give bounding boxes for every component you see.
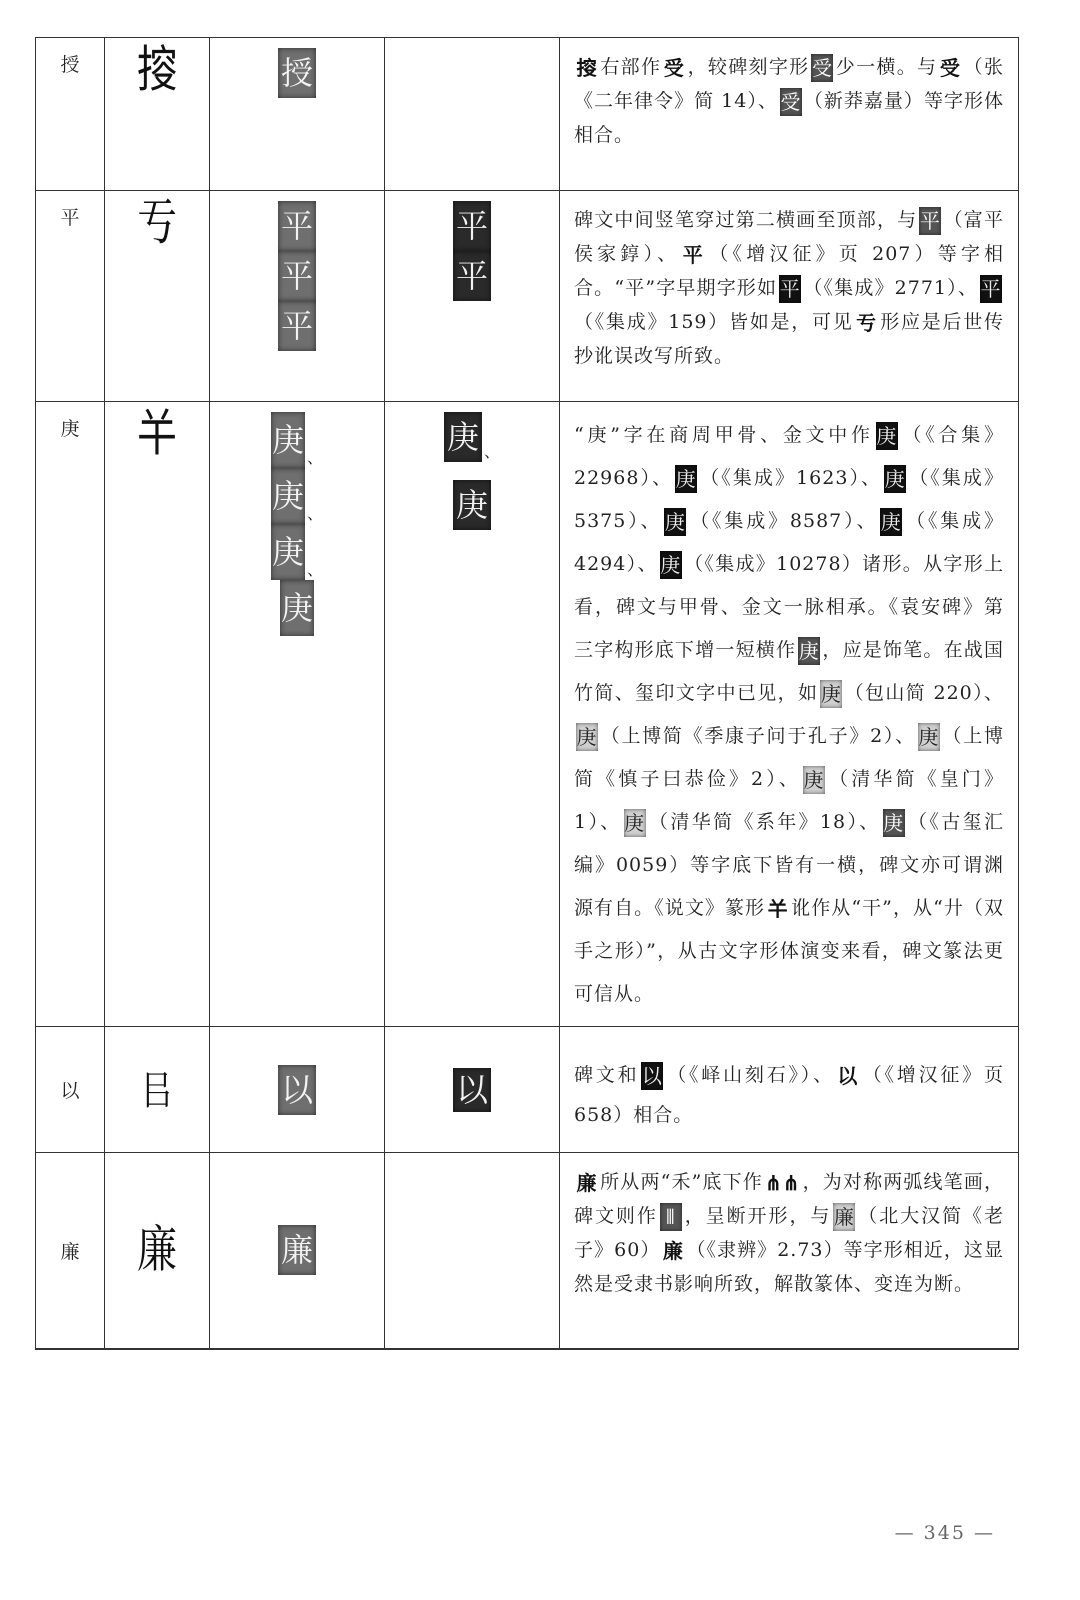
stele-rubbing-cell [210, 38, 385, 191]
note-segment: （《隶辨》2.73）等字形相近，这显然是受隶书影响所致，解散篆体、变连为断。 [574, 1239, 1004, 1295]
glyph-image: ⋔⋔ [764, 1171, 801, 1195]
rubbing-image: 以 [278, 1065, 316, 1115]
rubbing-image: 平 [453, 201, 491, 251]
seal-glyph-cell [105, 1027, 210, 1153]
comparison-rubbing-cell [385, 1027, 560, 1153]
note-segment: （《集成》159）皆如是，可见 [574, 311, 854, 333]
glyph-image: 庚 [675, 467, 697, 491]
note-text [560, 1027, 1019, 1153]
head-character: 平 [36, 191, 105, 402]
glyph-image: 平 [779, 277, 801, 301]
stele-rubbing-cell [210, 191, 385, 402]
glyph-image: 廉 [833, 1205, 855, 1229]
note-segment: “庚”字在商周甲骨、金文中作 [574, 424, 874, 446]
glyph-image: 庚 [664, 510, 686, 534]
table-row [36, 38, 1019, 191]
glyph-image: 廉 [662, 1239, 684, 1263]
rubbing-image: 平 [278, 301, 316, 351]
comparison-rubbing-cell [385, 191, 560, 402]
glyph-image: 平 [980, 277, 1002, 301]
glyph-image: 庚 [820, 682, 842, 706]
rubbing-image: 庚 [271, 412, 305, 468]
separator: 、 [306, 448, 323, 467]
note-segment: 右部作 [600, 56, 662, 78]
seal-glyph: 㠯 [140, 1065, 173, 1114]
note-segment: （包山简 220）、 [844, 682, 1004, 704]
stele-rubbing-cell [210, 1153, 385, 1349]
note-segment: 形应是后世传抄讹误改写所致。 [574, 311, 1004, 367]
rubbing-image: 以 [453, 1068, 491, 1112]
rubbing-image: 庚 [453, 480, 491, 530]
note-segment: ，呈断开形，与 [683, 1205, 832, 1227]
note-segment: 讹作从“干”，从“廾（双手之形）”，从古文字形体演变来看，碑文篆法更可信从。 [574, 897, 1004, 1005]
note-text [560, 38, 1019, 191]
seal-glyph-cell [105, 1153, 210, 1349]
stele-rubbing-cell [210, 1027, 385, 1153]
table-row [36, 1153, 1019, 1349]
seal-glyph: 𢆉 [137, 405, 177, 463]
note-segment: （上博简《季康子问于孔子》2）、 [600, 725, 916, 747]
rubbing-image: 授 [278, 48, 316, 98]
seal-glyph: 亐 [137, 194, 177, 252]
note-segment: （张《二年律令》简 14）、 [574, 56, 1004, 112]
rubbing-image: 平 [278, 251, 316, 301]
glyph-image: 平 [919, 209, 941, 233]
note-segment: （上博简《慎子曰恭俭》2）、 [574, 725, 1004, 790]
glyph-image: ⦀ [660, 1203, 682, 1231]
note-segment: ，较碑刻字形 [687, 56, 810, 78]
note-segment: （《集成》4294）、 [574, 510, 1004, 575]
head-character: 廉 [36, 1153, 105, 1349]
glyph-image: 庚 [918, 725, 940, 749]
seal-glyph: 𢯱 [137, 41, 177, 99]
note-segment: 所从两“禾”底下作 [600, 1171, 763, 1193]
glyph-image: 平 [682, 243, 704, 267]
seal-glyph-cell [105, 38, 210, 191]
glyph-image: 庚 [624, 811, 646, 835]
note-segment: （富平侯家錞）、 [574, 209, 1004, 265]
note-segment: 碑文中间竖笔穿过第二横画至顶部，与 [574, 209, 918, 231]
rubbing-image: 廉 [278, 1225, 316, 1275]
seal-glyph-cell [105, 191, 210, 402]
separator: 、 [306, 504, 323, 523]
glyph-image: 受 [939, 56, 961, 80]
note-segment: ，为对称两弧线笔画，碑文则作 [574, 1171, 1004, 1227]
note-segment: （清华简《皇门》1）、 [574, 768, 1004, 833]
head-character: 授 [36, 38, 105, 191]
rubbing-image: 平 [453, 251, 491, 301]
note-segment: （北大汉简《老子》60） [574, 1205, 1004, 1261]
glyph-image: 以 [837, 1064, 859, 1088]
table-row [36, 402, 1019, 1027]
glyph-image: 受 [780, 90, 802, 114]
note-segment: （《集成》1623）、 [699, 467, 883, 489]
note-segment: （《古玺汇编》0059）等字底下皆有一横，碑文亦可谓渊源有自。《说文》篆形 [574, 811, 1004, 919]
table-row [36, 191, 1019, 402]
note-segment: （《增汉征》页 658）相合。 [574, 1064, 1004, 1126]
separator: 、 [306, 560, 323, 579]
seal-glyph-cell [105, 402, 210, 1027]
glyph-image: 庚 [576, 725, 598, 749]
separator: 、 [483, 442, 500, 461]
note-segment: （清华简《系年》18）、 [647, 811, 881, 833]
seal-glyph: 廉 [137, 1221, 177, 1279]
note-segment: （《集成》2771）、 [803, 277, 978, 299]
glyph-image: 亐 [855, 311, 877, 335]
note-segment: 少一横。与 [835, 56, 938, 78]
glyph-image: 廉 [576, 1171, 598, 1195]
glyph-image: 以 [641, 1064, 663, 1088]
note-segment: （《增汉征》页 207）等字相合。“平”字早期字形如 [574, 243, 1004, 299]
glyph-image: 受 [811, 56, 833, 80]
stele-rubbing-cell [210, 402, 385, 1027]
note-segment: （《合集》22968）、 [574, 424, 1004, 489]
table-row [36, 1027, 1019, 1153]
head-character: 以 [36, 1027, 105, 1153]
character-comparison-table [35, 37, 1019, 1350]
note-segment: （新莽嘉量）等字形体相合。 [574, 90, 1004, 146]
glyph-image: 庚 [884, 467, 906, 491]
note-text [560, 191, 1019, 402]
head-character: 庚 [36, 402, 105, 1027]
glyph-image: 受 [663, 56, 685, 80]
note-text [560, 402, 1019, 1027]
glyph-image: 𢯱 [576, 56, 598, 80]
comparison-rubbing-cell [385, 38, 560, 191]
note-segment: 碑文和 [574, 1064, 640, 1086]
page-number: — 345 — [894, 1522, 995, 1544]
rubbing-image: 庚 [271, 524, 305, 580]
rubbing-image: 庚 [271, 468, 305, 524]
comparison-rubbing-cell [385, 1153, 560, 1349]
note-segment: （《峄山刻石》）、 [665, 1064, 835, 1086]
rubbing-image: 庚 [444, 412, 482, 462]
note-segment: ，应是饰笔。在战国竹简、玺印文字中已见，如 [574, 639, 1004, 704]
glyph-image: 庚 [798, 639, 820, 663]
comparison-rubbing-cell [385, 402, 560, 1027]
note-text [560, 1153, 1019, 1349]
note-segment: （《集成》5375）、 [574, 467, 1004, 532]
glyph-image: 庚 [880, 510, 902, 534]
rubbing-image: 平 [278, 201, 316, 251]
glyph-image: 𢆉 [767, 897, 789, 921]
note-segment: （《集成》10278）诸形。从字形上看，碑文与甲骨、金文一脉相承。《袁安碑》第三字构形底下增一短横作 [574, 553, 1004, 661]
glyph-image: 庚 [876, 424, 898, 448]
glyph-image: 庚 [883, 811, 905, 835]
glyph-image: 庚 [803, 768, 825, 792]
rubbing-image: 庚 [280, 580, 314, 636]
note-segment: （《集成》8587）、 [688, 510, 879, 532]
glyph-image: 庚 [660, 553, 682, 577]
